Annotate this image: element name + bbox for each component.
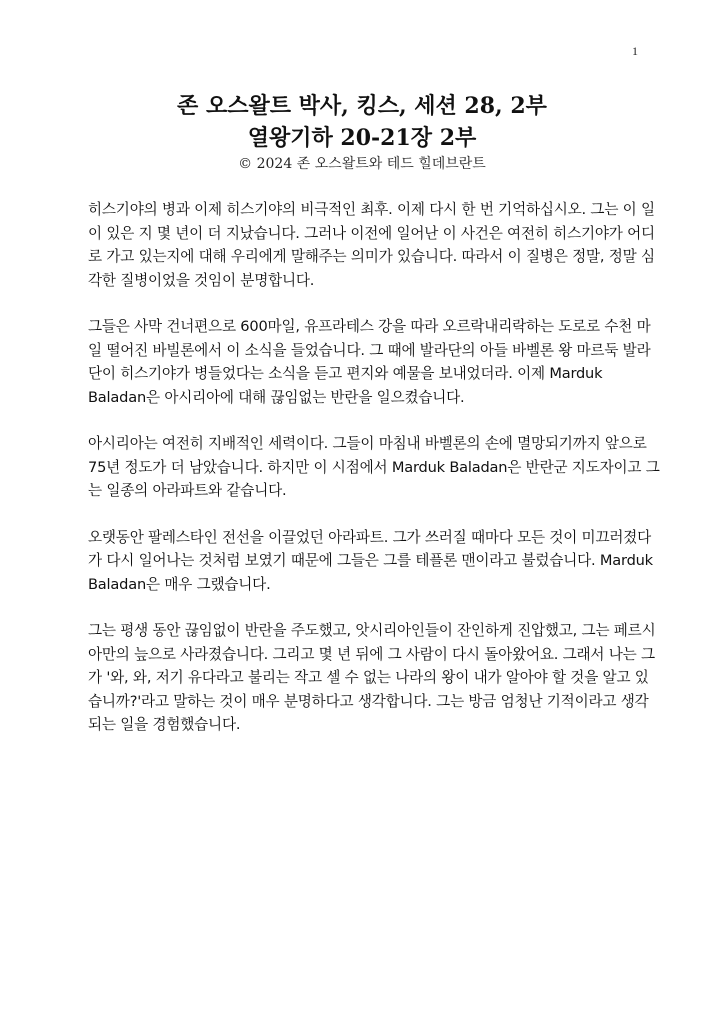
document-body [88, 198, 660, 760]
document-title: 존 오스왈트 박사, 킹스, 세션 28, 2부 [177, 93, 547, 119]
document-subtitle: 열왕기하 20-21장 2부 [247, 125, 477, 151]
paragraph: 그들은 사막 건너편으로 600마일, 유프라테스 강을 따라 오르락내리락하는 도로로 수천 마일 떨어진 바빌론에서 이 소식을 들었습니다. 그 때에 발라단의 아들 바벨론 왕 마르둑 발라단이 히스기야가 병들었다는 소식을 듣고 편지와 예물을 보내었더라. 이제 Marduk Baladan은 아시리아에 대해 끊임없는 반란을 일으켰습니다. [88, 318, 651, 406]
paragraph: 그는 평생 동안 끊임없이 반란을 주도했고, 앗시리아인들이 잔인하게 진압했고, 그는 페르시아만의 늪으로 사라졌습니다. 그리고 몇 년 뒤에 그 사람이 다시 돌아왔어요. 그래서 나는 그가 '와, 와, 저기 유다라고 불리는 작고 셀 수 없는 나라의 왕이 내가 알아야 할 것을 알고 있습니까?'라고 말하는 것이 매우 분명하다고 생각합니다. 그는 방금 엄청난 기적이라고 생각되는 일을 경험했습니다. [88, 622, 656, 733]
copyright-notice: © 2024 존 오스왈트와 테드 힐데브란트 [238, 156, 486, 172]
page-number: 1 [632, 44, 638, 58]
paragraph: 히스기야의 병과 이제 히스기야의 비극적인 최후. 이제 다시 한 번 기억하십시오. 그는 이 일이 있은 지 몇 년이 더 지났습니다. 그러나 이전에 일어난 이 사건은 여전히 히스기야가 어디로 가고 있는지에 대해 우리에게 말해주는 의미가 있습니다. 따라서 이 질병은 정말, 정말 심각한 질병이었을 것임이 분명합니다. [88, 201, 655, 289]
paragraph: 오랫동안 팔레스타인 전선을 이끌었던 아라파트. 그가 쓰러질 때마다 모든 것이 미끄러졌다가 다시 일어나는 것처럼 보였기 때문에 그들은 그를 테플론 맨이라고 불렀습니다. Marduk Baladan은 매우 그랬습니다. [88, 528, 653, 593]
paragraph: 아시리아는 여전히 지배적인 세력이다. 그들이 마침내 바벨론의 손에 멸망되기까지 앞으로 75년 정도가 더 남았습니다. 하지만 이 시점에서 Marduk Baladan은 반란군 지도자이고 그는 일종의 아라파트와 같습니다. [88, 435, 660, 499]
document-header [0, 90, 724, 174]
